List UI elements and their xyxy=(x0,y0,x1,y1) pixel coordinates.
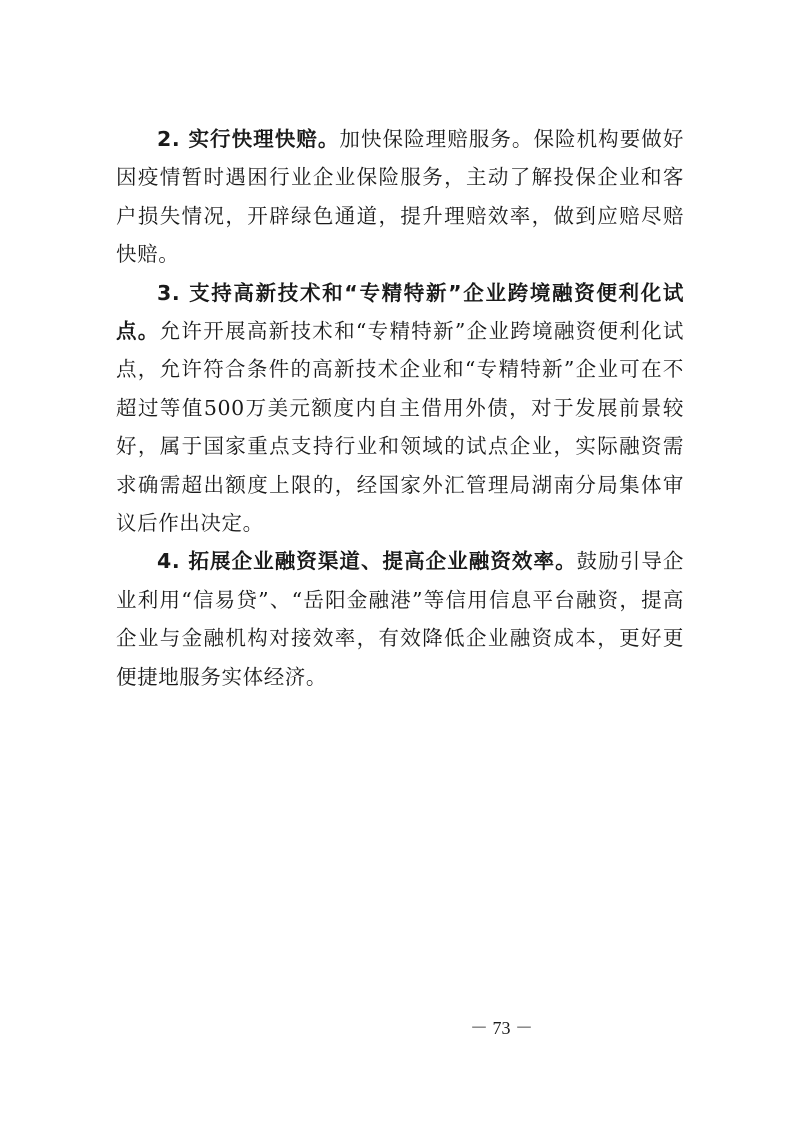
paragraph-financing-channels xyxy=(116,542,684,696)
paragraph-heading: 2. 实行快理快赔。 xyxy=(157,127,340,151)
paragraph-text: 鼓励引导企业利用“信易贷”、“岳阳金融港”等信用信息平台融资，提高企业与金融机构对接效率，有效降低企业融资成本，更好更便捷地服务实体经济。 xyxy=(116,549,685,689)
page-number: － 73 － xyxy=(470,1018,533,1038)
paragraph-heading: 4. 拓展企业融资渠道、提高企业融资效率。 xyxy=(157,549,577,574)
paragraph-text: 允许开展高新技术和“专精特新”企业跨境融资便利化试点，允许符合条件的高新技术企业和“专精特新”企业可在不超过等值500万美元额度内自主借用外债，对于发展前景较好，属于国家重点支持行业和领域的试点企业，实际融资需求确需超出额度上限的，经国家外汇管理局湖南分局集体审议后作出决定。 xyxy=(116,319,685,536)
paragraph-cross-border-financing xyxy=(116,274,684,543)
paragraph-quick-claims xyxy=(116,120,684,274)
document-body xyxy=(116,120,684,696)
paragraph-text: 加快保险理赔服务。保险机构要做好因疫情暂时遇困行业企业保险服务，主动了解投保企业和客户损失情况，开辟绿色通道，提升理赔效率，做到应赔尽赔快赔。 xyxy=(116,127,684,267)
paragraph-heading: 3. 支持高新技术和“专精特新”企业跨境融资便利化试点。 xyxy=(116,280,684,344)
